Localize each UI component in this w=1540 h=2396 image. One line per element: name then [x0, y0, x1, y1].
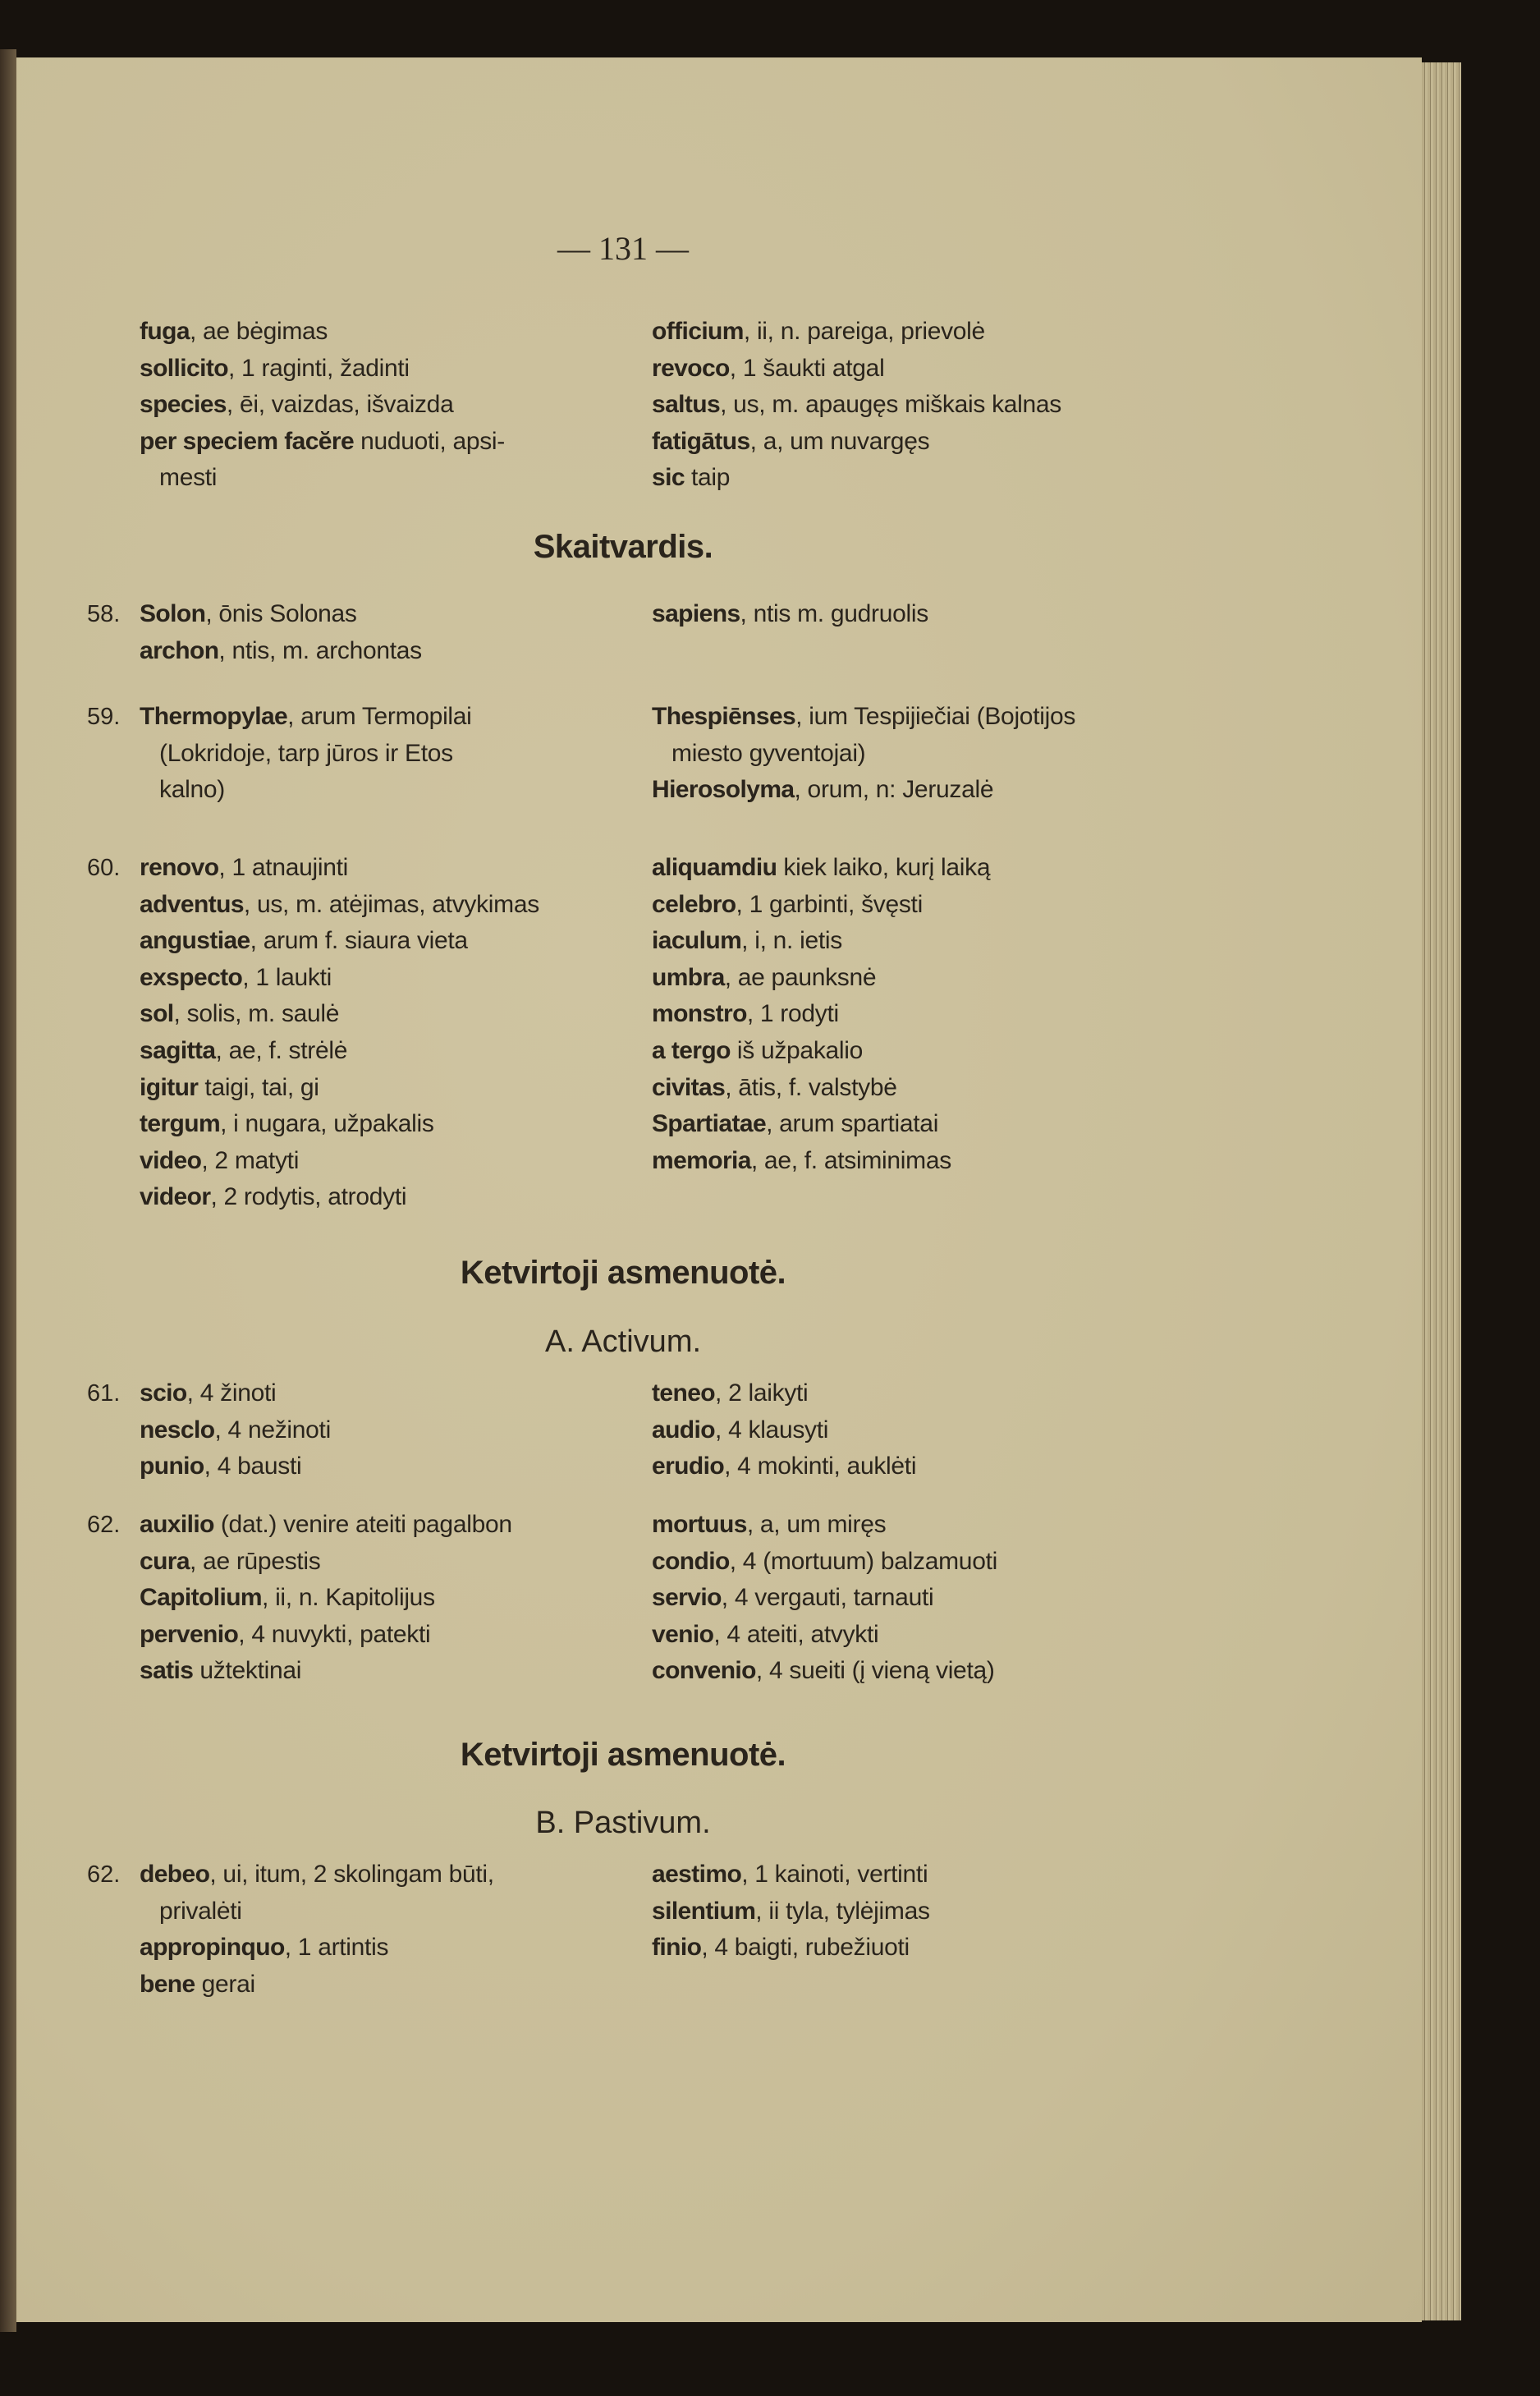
latin-term: pervenio: [140, 1620, 239, 1648]
left-column: [140, 699, 624, 809]
subheading-activum: A. Activum.: [544, 1324, 702, 1359]
vocab-entry: [652, 1033, 1194, 1070]
translation: taip: [684, 464, 731, 492]
section-number: 60.: [87, 855, 121, 881]
translation: mesti: [159, 464, 218, 492]
latin-term: sic: [652, 464, 685, 492]
latin-term: civitas: [652, 1073, 726, 1101]
vocab-entry: [140, 1143, 624, 1180]
vocab-entry: [652, 960, 1194, 997]
latin-term: officium: [652, 318, 744, 345]
latin-term: renovo: [140, 854, 219, 881]
latin-term: iaculum: [652, 927, 742, 955]
latin-term: revoco: [652, 354, 730, 382]
latin-term: teneo: [652, 1379, 716, 1407]
latin-term: saltus: [652, 391, 721, 419]
vocab-entry: [652, 996, 1194, 1033]
latin-term: nesclo: [140, 1416, 215, 1444]
translation: taigi, tai, gi: [198, 1073, 319, 1101]
latin-term: silentium: [652, 1897, 756, 1925]
translation: (dat.) venire ateiti pagalbon: [213, 1511, 512, 1538]
vocab-entry: [652, 387, 1194, 424]
vocab-entry: [140, 1448, 624, 1485]
vocab-entry: [140, 736, 624, 773]
translation: , ae, f. atsiminimas: [750, 1146, 951, 1174]
translation: privalėti: [159, 1897, 242, 1925]
heading-ketvirtoji-2: Ketvirtoji asmenuotė.: [460, 1737, 786, 1773]
latin-term: cura: [140, 1547, 190, 1575]
vocab-entry: [652, 1544, 1194, 1581]
translation: , us, m. apaugęs miškais kalnas: [720, 391, 1061, 419]
translation: gerai: [195, 1970, 255, 1998]
translation: , 4 (mortuum) balzamuoti: [729, 1547, 997, 1575]
translation: , arum f. siaura vieta: [250, 927, 468, 955]
vocab-entry: [140, 314, 624, 351]
latin-term: condio: [652, 1547, 730, 1575]
translation: , 4 bausti: [204, 1453, 302, 1480]
latin-term: tergum: [140, 1110, 221, 1138]
latin-term: angustiae: [140, 927, 250, 955]
vocab-entry: [140, 1967, 624, 2004]
vocab-entry: [140, 1580, 624, 1617]
translation: , 4 nuvykti, patekti: [238, 1620, 431, 1648]
vocab-entry: [652, 1143, 1194, 1180]
vocab-entry: [140, 460, 624, 497]
translation: , 2 matyti: [201, 1146, 300, 1174]
latin-term: aestimo: [652, 1861, 742, 1888]
vocab-entry: [140, 1070, 624, 1107]
translation: , ae paunksnė: [724, 963, 877, 991]
latin-term: venio: [652, 1620, 714, 1648]
translation: , 4 vergauti, tarnauti: [721, 1584, 934, 1612]
translation: , ii tyla, tylėjimas: [755, 1897, 930, 1925]
vocab-entry: [652, 1617, 1194, 1654]
translation: , 4 klausyti: [715, 1416, 829, 1444]
translation: , ātis, f. valstybė: [725, 1073, 897, 1101]
vocab-entry: [140, 772, 624, 809]
section-number: 62.: [87, 1512, 121, 1538]
translation: kiek laiko, kurį laiką: [777, 854, 991, 881]
vocab-entry: [652, 424, 1194, 461]
translation: , ii, n. Kapitolijus: [262, 1584, 435, 1612]
vocab-entry: [652, 1106, 1194, 1143]
latin-term: fatigātus: [652, 427, 750, 455]
vocab-entry: [652, 314, 1194, 351]
latin-term: Thespiēnses: [652, 703, 796, 730]
vocab-entry: [140, 1930, 624, 1967]
vocab-entry: [140, 996, 624, 1033]
vocab-entry: [140, 424, 624, 461]
left-column: [140, 1857, 624, 2003]
vocab-entry: [140, 699, 624, 736]
translation: , ium Tespijiečiai (Bojotijos: [795, 703, 1076, 730]
vocab-entry: [652, 1070, 1194, 1107]
translation: , 4 baigti, rubežiuoti: [701, 1934, 910, 1962]
vocab-entry: [140, 1375, 624, 1412]
vocab-entry: [652, 1580, 1194, 1617]
translation: , 4 mokinti, auklėti: [724, 1453, 917, 1480]
vocab-entry: [652, 1448, 1194, 1485]
subheading-pastivum: B. Pastivum.: [535, 1806, 711, 1840]
latin-term: aliquamdiu: [652, 854, 777, 881]
left-column: [140, 850, 624, 1216]
translation: , a, um miręs: [746, 1511, 887, 1538]
left-column: [140, 314, 624, 497]
book-page: [16, 57, 1422, 2322]
translation: , 2 laikyti: [715, 1379, 809, 1407]
right-column: [652, 1375, 1194, 1485]
translation: , arum spartiatai: [766, 1110, 939, 1138]
vocab-entry: [652, 1412, 1194, 1449]
latin-term: finio: [652, 1934, 702, 1962]
heading-ketvirtoji-1: Ketvirtoji asmenuotė.: [460, 1255, 786, 1291]
vocab-entry: [140, 1893, 624, 1930]
vocab-entry: [140, 1617, 624, 1654]
translation: , ui, itum, 2 skolingam būti,: [209, 1861, 494, 1888]
vocab-entry: [652, 923, 1194, 960]
translation: , 4 sueiti (į vieną vietą): [755, 1657, 995, 1685]
vocab-entry: [140, 1857, 624, 1893]
right-column: [652, 1507, 1194, 1690]
vocab-entry: [652, 772, 1194, 809]
heading-skaitvardis: Skaitvardis.: [533, 529, 713, 565]
translation: kalno): [159, 776, 225, 804]
latin-term: auxilio: [140, 1511, 214, 1538]
latin-term: adventus: [140, 890, 244, 918]
latin-term: servio: [652, 1584, 722, 1612]
translation: užtektinai: [193, 1657, 302, 1685]
translation: , 4 ateiti, atvykti: [713, 1620, 879, 1648]
translation: , ae rūpestis: [189, 1547, 321, 1575]
translation: , ōnis Solonas: [205, 600, 357, 627]
latin-term: Hierosolyma: [652, 776, 795, 804]
vocab-entry: [140, 1544, 624, 1581]
latin-term: umbra: [652, 963, 725, 991]
latin-term: Capitolium: [140, 1584, 262, 1612]
vocab-entry: [652, 1857, 1194, 1893]
right-column: [652, 1857, 1194, 1967]
vocab-entry: [652, 1653, 1194, 1690]
right-column: [652, 314, 1194, 497]
vocab-entry: [652, 1893, 1194, 1930]
vocab-entry: [652, 1375, 1194, 1412]
translation: , 1 garbinti, švęsti: [736, 890, 923, 918]
latin-term: appropinquo: [140, 1934, 285, 1962]
translation: , 1 artintis: [284, 1934, 389, 1962]
translation: , solis, m. saulė: [173, 1000, 340, 1028]
latin-term: species: [140, 391, 227, 419]
page-stack-edges: [1422, 62, 1461, 2320]
vocab-entry: [652, 460, 1194, 497]
vocab-entry: [652, 596, 1194, 633]
translation: , 1 kainoti, vertinti: [741, 1861, 928, 1888]
translation: , 4 nežinoti: [214, 1416, 331, 1444]
latin-term: scio: [140, 1379, 187, 1407]
vocab-entry: [140, 887, 624, 924]
right-column: [652, 596, 1194, 633]
vocab-entry: [140, 923, 624, 960]
translation: , i, n. ietis: [741, 927, 842, 955]
vocab-entry: [140, 1412, 624, 1449]
latin-term: sagitta: [140, 1036, 216, 1064]
left-column: [140, 1507, 624, 1690]
vocab-entry: [652, 887, 1194, 924]
latin-term: audio: [652, 1416, 715, 1444]
vocab-entry: [140, 633, 624, 670]
translation: , ēi, vaizdas, išvaizda: [226, 391, 454, 419]
translation: , ntis m. gudruolis: [740, 600, 928, 627]
translation: (Lokridoje, tarp jūros ir Etos: [159, 739, 453, 767]
translation: , 1 atnaujinti: [218, 854, 348, 881]
latin-term: memoria: [652, 1146, 751, 1174]
vocab-entry: [140, 850, 624, 887]
latin-term: Thermopylae: [140, 703, 288, 730]
vocab-entry: [652, 699, 1194, 736]
translation: , 1 šaukti atgal: [729, 354, 885, 382]
section-number: 58.: [87, 601, 121, 627]
vocab-entry: [140, 1507, 624, 1544]
latin-term: convenio: [652, 1657, 756, 1685]
vocab-entry: [140, 596, 624, 633]
translation: , us, m. atėjimas, atvykimas: [243, 890, 539, 918]
translation: , 1 raginti, žadinti: [227, 354, 410, 382]
section-number: 61.: [87, 1380, 121, 1407]
translation: , ae bėgimas: [189, 318, 328, 345]
translation: nuduoti, apsi-: [354, 427, 505, 455]
translation: , orum, n: Jeruzalė: [794, 776, 994, 804]
latin-term: mortuus: [652, 1511, 747, 1538]
latin-term: punio: [140, 1453, 204, 1480]
latin-term: erudio: [652, 1453, 725, 1480]
vocab-entry: [652, 1930, 1194, 1967]
vocab-entry: [140, 960, 624, 997]
latin-term: archon: [140, 636, 219, 664]
translation: , 4 žinoti: [186, 1379, 277, 1407]
vocab-entry: [652, 736, 1194, 773]
latin-term: satis: [140, 1657, 194, 1685]
translation: , ntis, m. archontas: [218, 636, 422, 664]
translation: , arum Termopilai: [287, 703, 472, 730]
latin-term: exspecto: [140, 963, 243, 991]
translation: iš užpakalio: [730, 1036, 864, 1064]
latin-term: monstro: [652, 1000, 747, 1028]
latin-term: sollicito: [140, 354, 228, 382]
latin-term: video: [140, 1146, 202, 1174]
vocab-entry: [652, 351, 1194, 388]
vocab-entry: [140, 1033, 624, 1070]
latin-term: debeo: [140, 1861, 210, 1888]
translation: , 2 rodytis, atrodyti: [210, 1183, 407, 1211]
right-column: [652, 699, 1194, 809]
latin-term: Solon: [140, 600, 206, 627]
left-column: [140, 596, 624, 669]
translation: , ae, f. strėlė: [215, 1036, 348, 1064]
book-spine-edge: [0, 49, 16, 2332]
left-column: [140, 1375, 624, 1485]
vocab-entry: [140, 1179, 624, 1216]
page-number: — 131 —: [557, 230, 689, 267]
latin-term: Spartiatae: [652, 1110, 767, 1138]
section-number: 59.: [87, 704, 121, 730]
latin-term: igitur: [140, 1073, 199, 1101]
translation: , 1 rodyti: [746, 1000, 839, 1028]
latin-term: sol: [140, 1000, 174, 1028]
vocab-entry: [140, 1106, 624, 1143]
translation: , ii, n. pareiga, prievolė: [743, 318, 985, 345]
latin-term: sapiens: [652, 600, 740, 627]
latin-term: fuga: [140, 318, 190, 345]
latin-term: a tergo: [652, 1036, 731, 1064]
vocab-entry: [140, 387, 624, 424]
vocab-entry: [652, 1507, 1194, 1544]
vocab-entry: [140, 1653, 624, 1690]
right-column: [652, 850, 1194, 1179]
translation: , 1 laukti: [242, 963, 332, 991]
translation: , i nugara, užpakalis: [220, 1110, 434, 1138]
latin-term: bene: [140, 1970, 195, 1998]
section-number: 62.: [87, 1861, 121, 1888]
translation: , a, um nuvargęs: [749, 427, 930, 455]
latin-term: videor: [140, 1183, 211, 1211]
vocab-entry: [140, 351, 624, 388]
latin-term: per speciem facĕre: [140, 427, 355, 455]
vocab-entry: [652, 850, 1194, 887]
translation: miesto gyventojai): [671, 739, 866, 767]
latin-term: celebro: [652, 890, 736, 918]
